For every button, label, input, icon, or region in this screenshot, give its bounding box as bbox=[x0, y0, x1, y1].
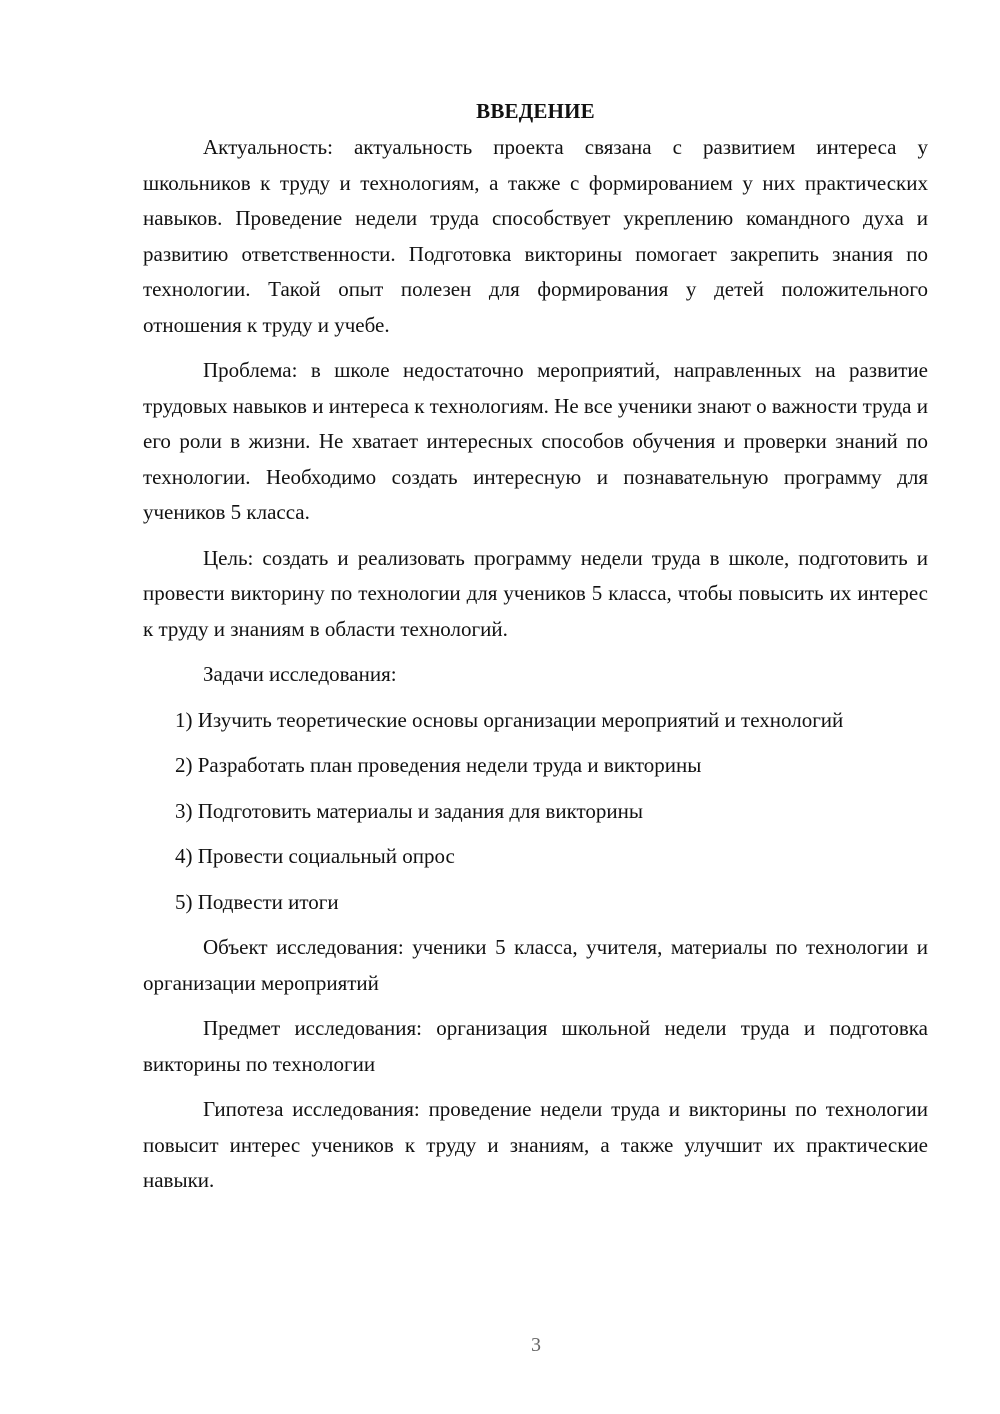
goal-paragraph: Цель: создать и реализовать программу недели труда в школе, подготовить и провести викторину по технологии для учеников 5 класса, чтобы повысить их интерес к труду и знаниям в области технологий. bbox=[143, 545, 928, 641]
task-item: 3) Подготовить материалы и задания для викторины bbox=[175, 798, 643, 823]
object-paragraph: Объект исследования: ученики 5 класса, учителя, материалы по технологии и организации мероприятий bbox=[143, 935, 928, 995]
task-item: 1) Изучить теоретические основы организации мероприятий и технологий bbox=[175, 707, 844, 732]
problem-paragraph: Проблема: в школе недостаточно мероприятий, направленных на развитие трудовых навыков и интереса к технологиям. Не все ученики знают о важности труда и его роли в жизни. Не хватает интересных способов обучения и проверки знаний по технологии. Необходимо создать интересную и познавательную программу для учеников 5 класса. bbox=[143, 358, 928, 524]
relevance-paragraph: Актуальность: актуальность проекта связана с развитием интереса у школьников к труду и технологиям, а также с формированием у них практических навыков. Проведение недели труда способствует укреплению командного духа и развитию ответственности. Подготовка викторины помогает закрепить знания по технологии. Такой опыт полезен для формирования у детей положительного отношения к труду и учебе. bbox=[143, 135, 928, 337]
subject-paragraph: Предмет исследования: организация школьной недели труда и подготовка викторины по технологии bbox=[143, 1016, 928, 1076]
hypothesis-paragraph: Гипотеза исследования: проведение недели труда и викторины по технологии повысит интерес учеников к труду и знаниям, а также улучшит их практические навыки. bbox=[143, 1097, 928, 1192]
task-item: 4) Провести социальный опрос bbox=[175, 844, 455, 868]
document-page bbox=[143, 96, 928, 1209]
task-item: 5) Подвести итоги bbox=[175, 889, 339, 914]
section-title: ВВЕДЕНИЕ bbox=[476, 99, 595, 123]
page-number: 3 bbox=[531, 1334, 541, 1356]
tasks-heading: Задачи исследования: bbox=[203, 662, 397, 686]
task-item: 2) Разработать план проведения недели труда и викторины bbox=[175, 753, 702, 777]
